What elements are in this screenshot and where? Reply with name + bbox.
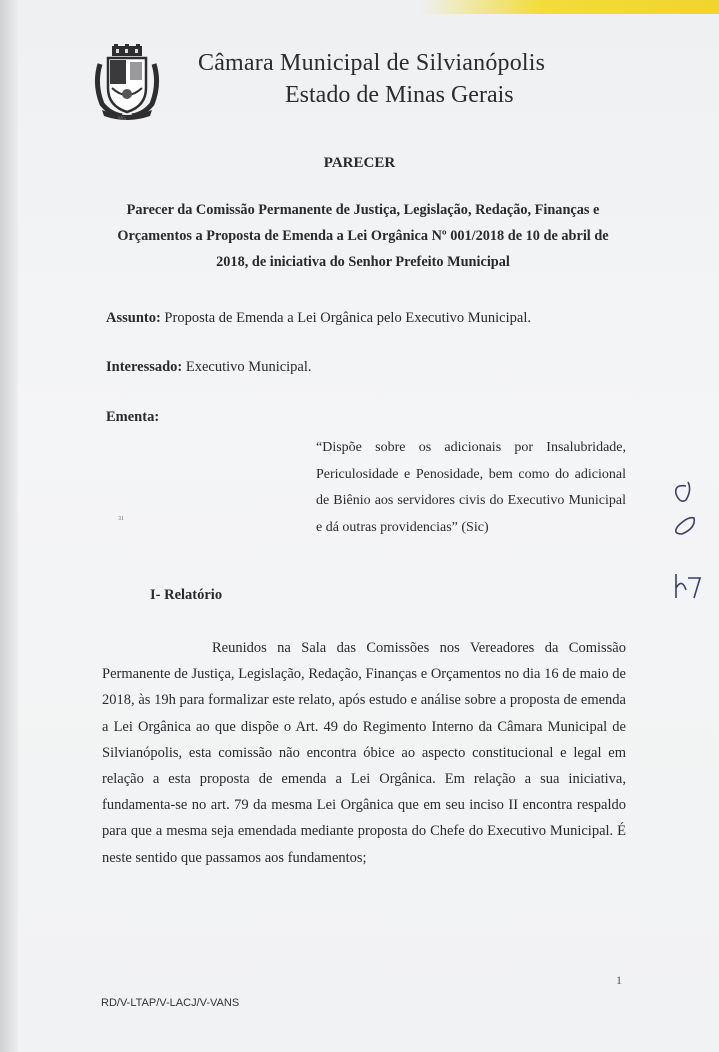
assunto-value: Proposta de Emenda a Lei Orgânica pelo Executivo Municipal. (164, 310, 531, 326)
intro-line: 2018, de iniciativa do Senhor Prefeito Municipal (216, 254, 510, 270)
institution-name: Câmara Municipal de Silvianópolis (198, 50, 546, 76)
yellow-edge-strip (420, 0, 719, 14)
state-name: Estado de Minas Gerais (285, 82, 514, 108)
section-title: I- Relatório (150, 587, 223, 603)
margin-mark: ₃₁ (118, 510, 125, 520)
ementa-label: Ementa: (106, 409, 160, 425)
intro-block (98, 197, 628, 275)
assunto-row (106, 310, 531, 327)
ementa-row (106, 409, 159, 426)
assunto-label: Assunto: (106, 310, 161, 326)
interessado-value: Executivo Municipal. (185, 359, 312, 375)
handwritten-annotation-icon (664, 478, 714, 608)
report-paragraph: Reunidos na Sala das Comissões nos Vereadores da Comissão Permanente de Justiça, Legislação, Redação, Finanças e Orçamentos no dia 16 de maio de 2018, às 19h para formalizar este relato, após estudo e análise sobre a proposta de emenda a Lei Orgânica ao que dispõe o Art. 49 do Regimento Interno da Câmara Municipal de Silvianópolis, esta comissão não encontra óbice ao aspecto constitucional e legal em relação a esta proposta de emenda a Lei Orgânica. Em relação a sua iniciativa, fundamenta-se no art. 79 da mesma Lei Orgânica que em seu inciso II encontra respaldo para que a mesma seja emendada mediante proposta do Chefe do Executivo Municipal. É neste sentido que passamos aos fundamentos; (102, 640, 626, 866)
document-title: PARECER (323, 155, 396, 171)
footer-code: RD/V-LTAP/V-LACJ/V-VANS (101, 997, 240, 1009)
intro-line: Orçamentos a Proposta de Emenda a Lei Orgânica Nº 001/2018 de 10 de abril de (117, 228, 609, 244)
municipal-crest-icon (92, 44, 162, 120)
ementa-text: “Dispõe sobre os adicionais por Insalubridade, Periculosidade e Penosidade, bem como do adicional de Biênio aos servidores civis do Executivo Municipal e dá outras providencias” (Sic) (316, 440, 626, 535)
page-number: 1 (616, 973, 622, 987)
interessado-row (106, 359, 312, 376)
crest-label: MG (118, 116, 127, 122)
intro-line: Parecer da Comissão Permanente de Justiça, Legislação, Redação, Finanças e (126, 202, 600, 218)
interessado-label: Interessado: (106, 359, 183, 375)
